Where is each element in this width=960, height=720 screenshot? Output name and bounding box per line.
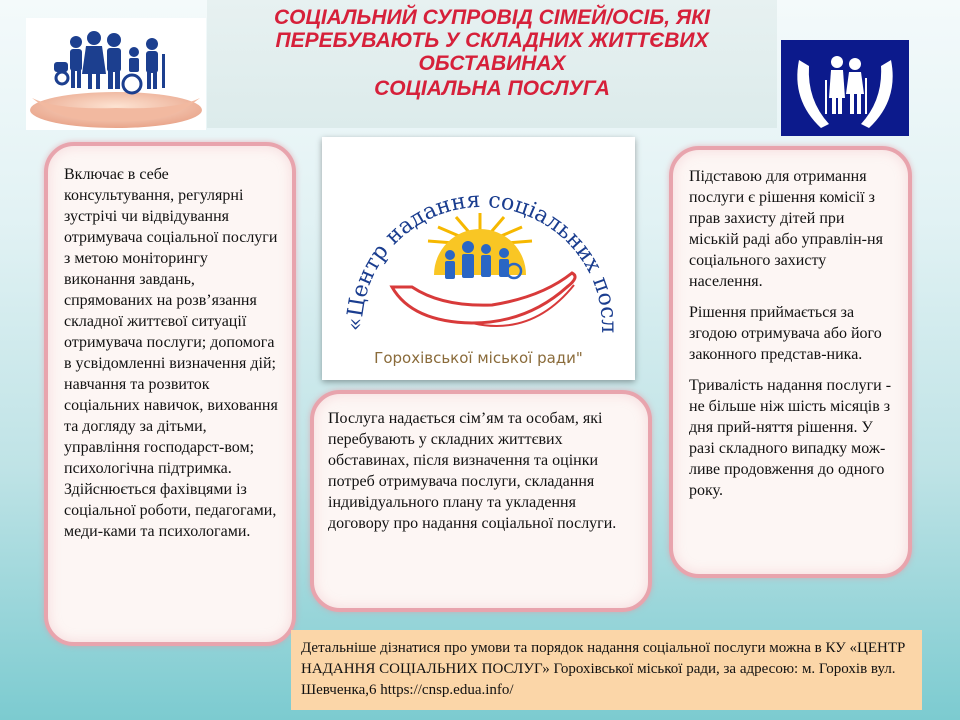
- title-line-3: ОБСТАВИНАХ: [418, 52, 566, 75]
- service-conditions-card: [669, 146, 912, 578]
- conditions-basis-text: Підставою для отримання послуги є рішення комісії з прав захисту дітей при міській раді або управлін-ня соціального захисту населення.: [689, 168, 883, 290]
- service-recipients-card: [310, 390, 652, 612]
- contact-info-box: [291, 630, 922, 710]
- service-content-text: Включає в себе консультування, регулярні зустрічі чи відвідування отримувача соціальної послуги з метою моніторингу виконання завдань, спрямованих на розв’язання складної життєвої ситуації отримувача послуги; допомога в усвідомленні визначення дій; навчання та розвиток соціальних навичок, виховання та догляду за дітьми, управління господарст-вом; психологічна підтримка. Здійснюється фахівцями із соціальної роботи, педагогами, меди-ками та психологами.: [64, 166, 278, 540]
- conditions-consent-text: Рішення приймається за згодою отримувача або його законного представ-ника.: [689, 304, 882, 363]
- service-content-card: [44, 142, 296, 646]
- title-line-1: СОЦІАЛЬНИЙ СУПРОВІД СІМЕЙ/ОСІБ, ЯКІ: [274, 6, 710, 29]
- family-in-hands-icon: [26, 18, 206, 130]
- page-title: [207, 6, 777, 100]
- contact-info-text: Детальніше дізнатися про умови та порядок надання соціальної послуги можна в КУ «ЦЕНТР НАДАННЯ СОЦІАЛЬНИХ ПОСЛУГ» Горохівської міської ради, за адресою: м. Горохів вул. Шевченка,6 https://cnsp.edua.info/: [301, 640, 906, 698]
- service-recipients-text: Послуга надається сім’ям та особам, які перебувають у складних життєвих обставинах, після визначення та оцінки потреб отримувача послуги, складання індивідуального плану та укладення договору про надання соціальної послуги.: [328, 410, 617, 532]
- title-line-2: ПЕРЕБУВАЮТЬ У СКЛАДНИХ ЖИТТЄВИХ: [275, 29, 709, 52]
- center-logo-bottom-text: Горохівської міської ради": [374, 349, 583, 367]
- elderly-care-hands-icon: [781, 40, 909, 136]
- title-subtitle: СОЦІАЛЬНА ПОСЛУГА: [374, 77, 610, 100]
- sun-family-hand-icon: [322, 137, 635, 347]
- center-logo: [322, 137, 635, 380]
- center-logo-arc-text: «Центр надання соціальних посл: [342, 187, 622, 334]
- conditions-duration-text: Тривалість надання послуги - не більше ніж шість місяців з дня прий-няття рішення. У разі складного випадку мож-ливе продовження до одного року.: [689, 377, 892, 499]
